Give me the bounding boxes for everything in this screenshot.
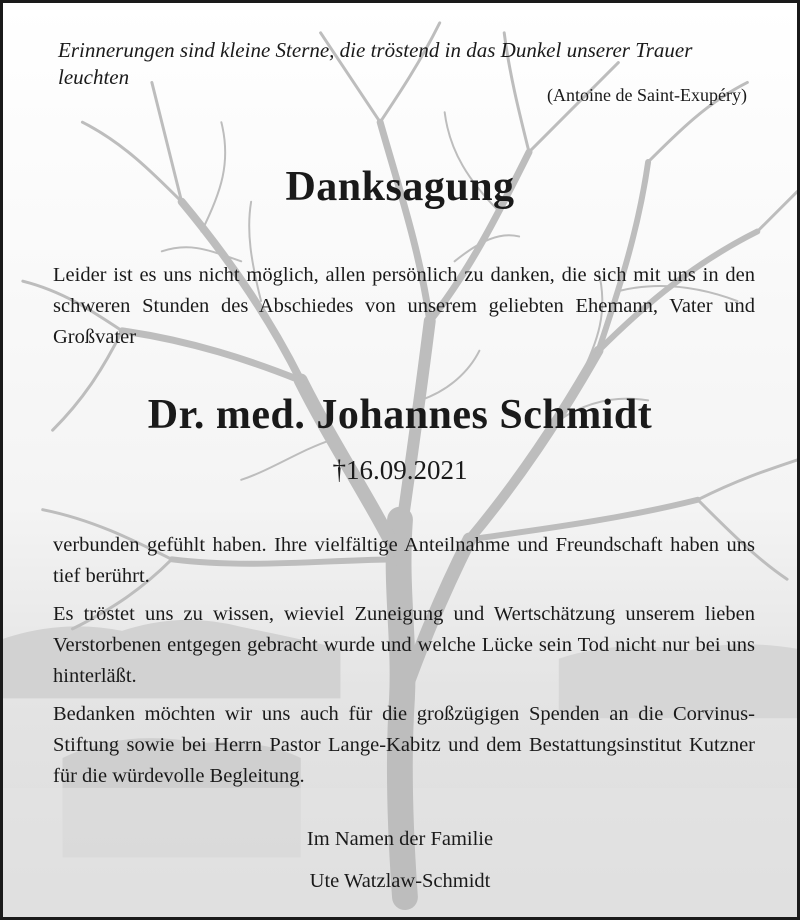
- thanks-paragraph: verbunden gefühlt haben. Ihre vielfältige Anteilnahme und Freundschaft haben uns tief berührt.: [53, 534, 755, 587]
- motto-author: (Antoine de Saint-Exupéry): [547, 85, 747, 105]
- signature-line: Im Namen der Familie: [306, 828, 494, 850]
- notice-title: Danksagung: [285, 164, 515, 210]
- intro-paragraph: Leider ist es uns nicht möglich, allen persönlich zu danken, die sich mit uns in den schweren Stunden des Abschiedes von unserem geliebten Ehemann, Vater und Großvater: [53, 264, 755, 348]
- notice-content: [3, 3, 797, 917]
- deceased-name: Dr. med. Johannes Schmidt: [147, 392, 653, 438]
- motto-quote: Erinnerungen sind kleine Sterne, die tröstend in das Dunkel unserer Trauer leuchten: [58, 38, 693, 89]
- donation-paragraph: Bedanken möchten wir uns auch für die großzügigen Spenden an die Corvinus-Stiftung sowie bei Herrn Pastor Lange-Kabitz und dem Bestattungsinstitut Kutzner für die würdevolle Begleitung.: [53, 703, 755, 787]
- death-date: †16.09.2021: [332, 455, 468, 485]
- comfort-paragraph: Es tröstet uns zu wissen, wieviel Zuneigung und Wertschätzung unserem lieben Verstorbenen entgegen gebracht wurde und welche Lücke sein Tod nicht nur bei uns hinterläßt.: [53, 603, 755, 687]
- signature-name: Ute Watzlaw-Schmidt: [309, 870, 491, 892]
